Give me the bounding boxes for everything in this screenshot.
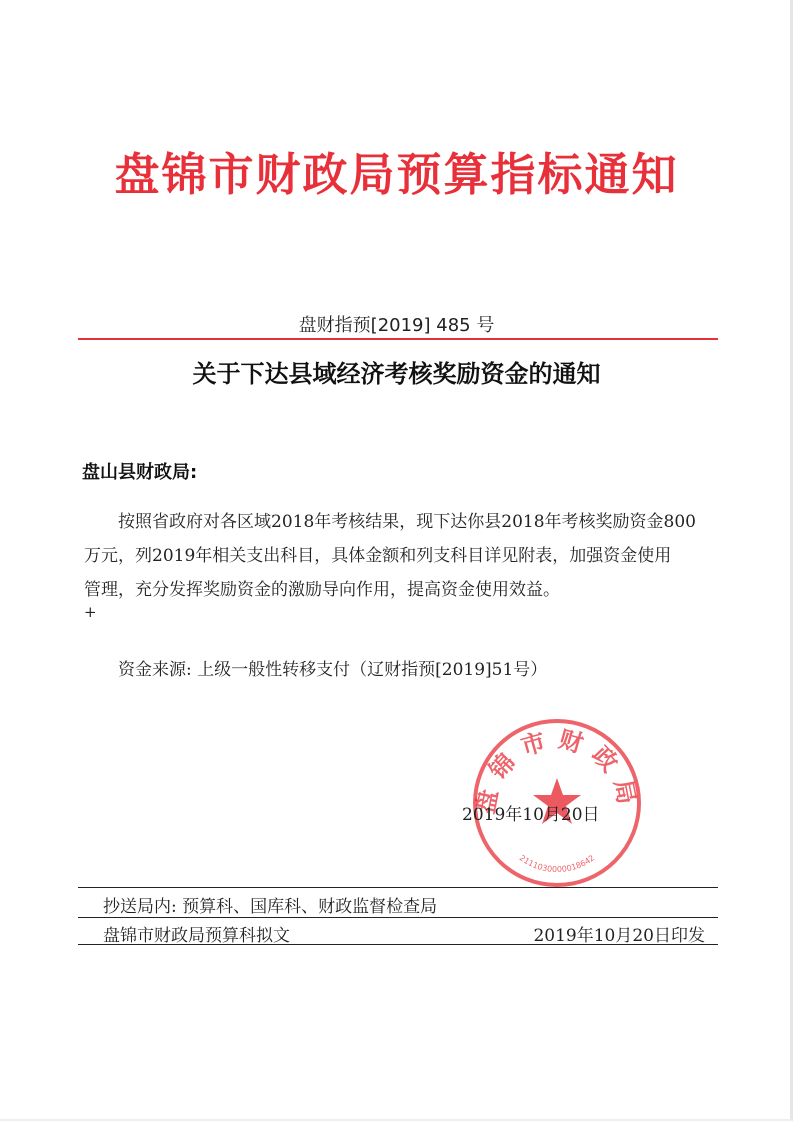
seal-text: 盘锦市财政局 bbox=[471, 724, 643, 817]
issue-date: 2019年10月20日印发 bbox=[533, 926, 705, 946]
addressee: 盘山县财政局: bbox=[82, 462, 198, 483]
plus-mark: + bbox=[84, 603, 97, 621]
header-divider bbox=[78, 338, 718, 340]
fund-source: 资金来源: 上级一般性转移支付（辽财指预[2019]51号） bbox=[118, 660, 548, 680]
seal-code: 2111030000018642 bbox=[517, 853, 597, 875]
body-line: 万元，列2019年相关支出科目，具体金额和列支科目详见附表，加强资金使用 bbox=[84, 546, 672, 566]
signature-date: 2019年10月20日 bbox=[462, 805, 600, 825]
drafter: 盘锦市财政局预算科拟文 bbox=[103, 926, 290, 946]
body-line: 按照省政府对各区域2018年考核结果，现下达你县2018年考核奖励资金800 bbox=[118, 512, 696, 532]
document-number: 盘财指预[2019] 485 号 bbox=[298, 315, 495, 336]
footer-rule-top bbox=[78, 887, 718, 888]
footer-rule-bottom bbox=[78, 944, 718, 945]
document-subject: 关于下达县域经济考核奖励资金的通知 bbox=[192, 360, 601, 388]
body-line: 管理，充分发挥奖励资金的激励导向作用，提高资金使用效益。 bbox=[84, 580, 560, 600]
footer-rule-middle bbox=[78, 917, 718, 918]
svg-text:2111030000018642 bbox=[518, 853, 596, 874]
cc-list: 抄送局内: 预算科、国库科、财政监督检查局 bbox=[103, 897, 438, 917]
document-header-title: 盘锦市财政局预算指标通知 bbox=[114, 148, 679, 201]
